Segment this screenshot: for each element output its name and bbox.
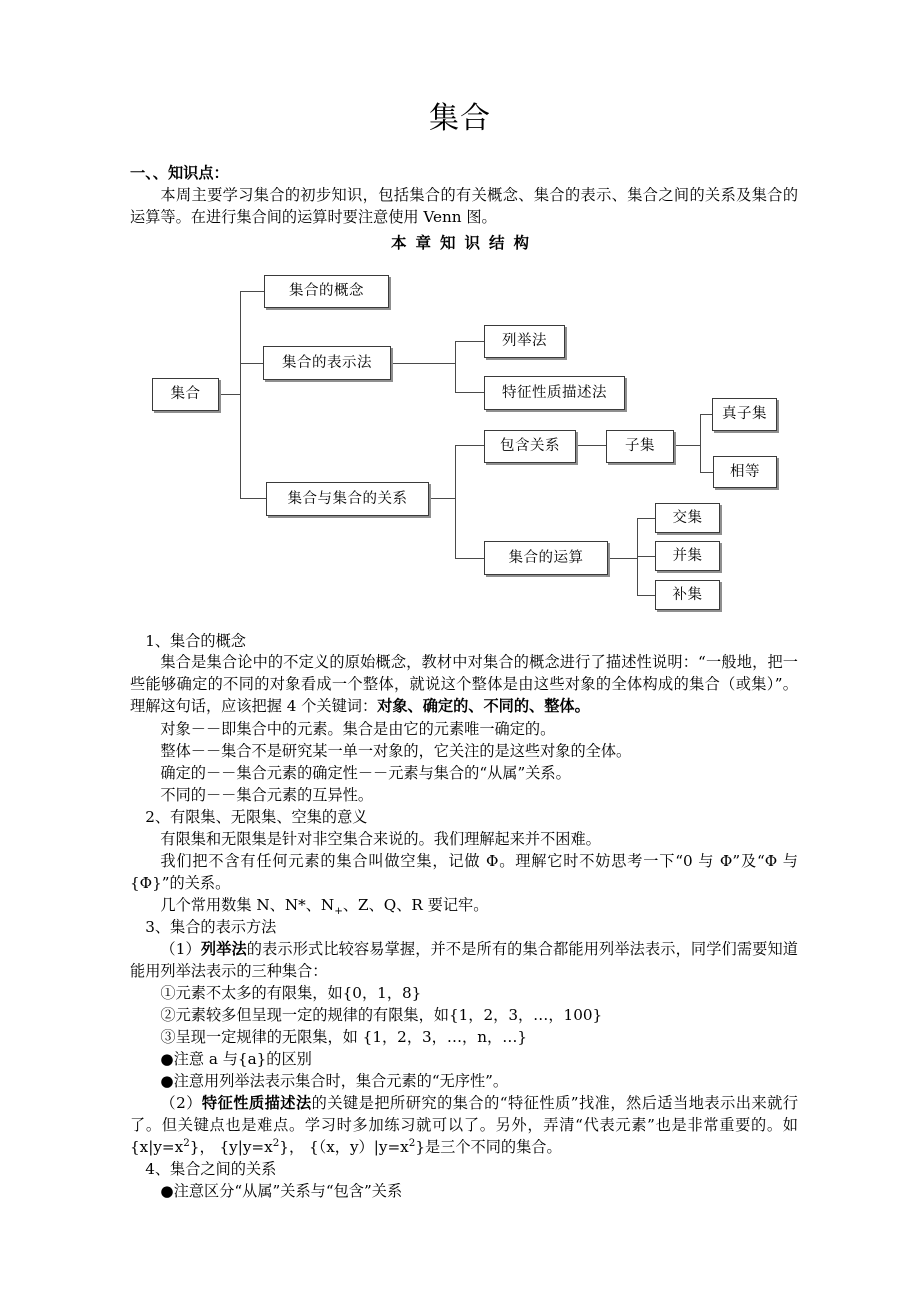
item2-prefix: （2） (160, 1094, 202, 1112)
item1-prefix: （1） (160, 940, 201, 958)
connector-relations-branch (428, 498, 455, 499)
section-3-bullet-4: ●注意 a 与{a}的区别 (160, 1050, 312, 1068)
connector-to-enumeration (455, 341, 484, 342)
item2-rest-c: }， {（x，y）|y=x (279, 1138, 409, 1157)
connector-root-trunk (218, 394, 240, 395)
diagram-node-root-label: 集合 (170, 386, 201, 403)
connector-to-proper-subset (700, 414, 713, 415)
diagram-node-subset-label: 子集 (625, 438, 655, 455)
structure-heading: 本章知识结构 (390, 233, 538, 252)
connector-to-equal (700, 472, 714, 473)
diagram-node-descriptive-label: 特征性质描述法 (502, 384, 607, 401)
section-1-paragraph-3: 整体－－集合不是研究某一单一对象的，它关注的是这些对象的全体。 (160, 742, 632, 760)
section-3-bullet-3: ③呈现一定规律的无限集，如 {1，2，3，…，n，…} (160, 1028, 528, 1046)
section-3-bullet-2: ②元素较多但呈现一定的规律的有限集，如{1，2，3，…，100} (160, 1006, 603, 1024)
item2-rest-a: 的关键是把所研究的集合的“特征性质”找准，然后适当地表示出来就行了。但关键点也是难点。学习时多加练习就可以了。另外，弄清“代表元素”也是非常重要的。如{x|y=x (130, 1094, 799, 1157)
knowledge-section-heading (130, 162, 798, 184)
section-3-heading: 3、集合的表示方法 (145, 918, 277, 936)
diagram-node-proper-subset (712, 398, 777, 431)
item2-term: 特征性质描述法 (201, 1094, 312, 1112)
page-title: 集合 (429, 101, 491, 136)
s1p1-keywords: 对象、确定的、不同的、整体。 (377, 697, 590, 716)
exponent-2: 2 (272, 1137, 280, 1150)
diagram-node-root (152, 378, 219, 411)
section-2-paragraph-3: 几个常用数集 N、N*、$N_+$、Z、Q、R 要记牢。 (160, 896, 489, 918)
diagram-node-representation (263, 346, 391, 380)
exponent-1: 2 (183, 1137, 190, 1150)
diagram-node-relations (266, 482, 429, 516)
intro-paragraph: 本周主要学习集合的初步知识，包括集合的有关概念、集合的表示、集合之间的关系及集合的运算等。在进行集合间的运算时要注意使用 Venn 图。 (130, 186, 798, 227)
section-2-paragraph-1: 有限集和无限集是针对非空集合来说的。我们理解起来并不困难。 (160, 830, 601, 848)
connector-to-union (637, 556, 655, 557)
diagram-node-intersection-label: 交集 (672, 509, 703, 526)
section-2-paragraph-2: 我们把不含有任何元素的集合叫做空集，记做 Φ。理解它时不妨思考一下“0 与 Φ”及“Φ 与{Φ}”的关系。 (130, 852, 798, 893)
diagram-node-proper-subset-label: 真子集 (722, 406, 767, 423)
connector-to-operations (455, 558, 484, 559)
section-1-heading: 1、集合的概念 (145, 632, 246, 650)
connector-trunk-vertical (240, 291, 241, 499)
section-4-heading: 4、集合之间的关系 (145, 1160, 277, 1178)
connector-operations-vertical (637, 518, 638, 595)
diagram-node-subset (606, 430, 674, 463)
section-3-bullet-1: ①元素不太多的有限集，如{0，1，8} (160, 984, 422, 1002)
section-1-paragraph-4: 确定的－－集合元素的确定性－－元素与集合的“从属”关系。 (160, 764, 571, 782)
section-2-heading: 2、有限集、无限集、空集的意义 (145, 808, 368, 826)
diagram-node-union (655, 541, 720, 571)
diagram-node-operations-label: 集合的运算 (508, 549, 584, 566)
item1-rest: 的表示形式比较容易掌握，并不是所有的集合都能用列举法表示，同学们需要知道能用列举法表示的三种集合： (130, 940, 798, 981)
diagram-node-concept-label: 集合的概念 (289, 283, 364, 300)
connector-subset-branch (673, 445, 700, 446)
diagram-node-enumeration (484, 325, 565, 358)
section-1-paragraph-2: 对象－－即集合中的元素。集合是由它的元素唯一确定的。 (160, 720, 556, 738)
connector-to-relations (240, 498, 266, 499)
section-3-item-1 (130, 938, 798, 982)
diagram-node-equal-label: 相等 (730, 463, 760, 480)
item2-rest-d: }是三个不同的集合。 (415, 1138, 562, 1157)
connector-to-complement (637, 595, 655, 596)
diagram-node-descriptive (484, 376, 625, 410)
exponent-3: 2 (408, 1137, 416, 1150)
diagram-node-intersection (655, 503, 720, 533)
item2-rest-b: }， {y|y=x (189, 1138, 273, 1157)
connector-representation-vertical (455, 341, 456, 392)
section-4-bullet-1: ●注意区分“从属”关系与“包含”关系 (160, 1182, 403, 1200)
diagram-node-representation-label: 集合的表示法 (282, 354, 372, 371)
s1p1-text: 集合是集合论中的不定义的原始概念，教材中对集合的概念进行了描述性说明：“一般地，把一些能够确定的不同的对象看成一个整体，就说这个整体是由这些对象的全体构成的集合（或集）”。理解这句话，应该把握 4 个关键词： (130, 653, 798, 716)
diagram-node-concept (264, 275, 389, 308)
knowledge-heading-text: 一、、知识点： (130, 164, 229, 182)
section-3-bullet-5: ●注意用列举法表示集合时，集合元素的“无序性”。 (160, 1072, 509, 1090)
diagram-node-relations-label: 集合与集合的关系 (287, 490, 408, 507)
diagram-node-complement-label: 补集 (672, 586, 703, 603)
section-3-item-2 (130, 1092, 798, 1158)
connector-subset-vertical (700, 414, 701, 472)
diagram-node-equal (713, 456, 777, 488)
connector-to-descriptive (455, 392, 484, 393)
diagram-node-inclusion (484, 430, 576, 463)
connector-operations-branch (608, 558, 638, 559)
n-plus-subscript: + (334, 905, 343, 918)
diagram-node-operations (484, 541, 608, 575)
connector-to-inclusion (455, 445, 484, 446)
item1-term: 列举法 (200, 940, 247, 958)
diagram-node-inclusion-label: 包含关系 (500, 438, 560, 455)
diagram-node-enumeration-label: 列举法 (502, 333, 547, 350)
diagram-node-complement (655, 580, 720, 610)
connector-to-concept (240, 291, 264, 292)
connector-to-intersection (637, 518, 655, 519)
section-1-paragraph-5: 不同的－－集合元素的互异性。 (160, 786, 374, 804)
connector-inclusion-subset (575, 445, 606, 446)
connector-relations-vertical (455, 445, 456, 558)
connector-representation-branch (390, 363, 455, 364)
connector-to-representation (240, 363, 263, 364)
diagram-node-union-label: 并集 (672, 547, 703, 564)
section-1-paragraph-1 (130, 651, 798, 717)
